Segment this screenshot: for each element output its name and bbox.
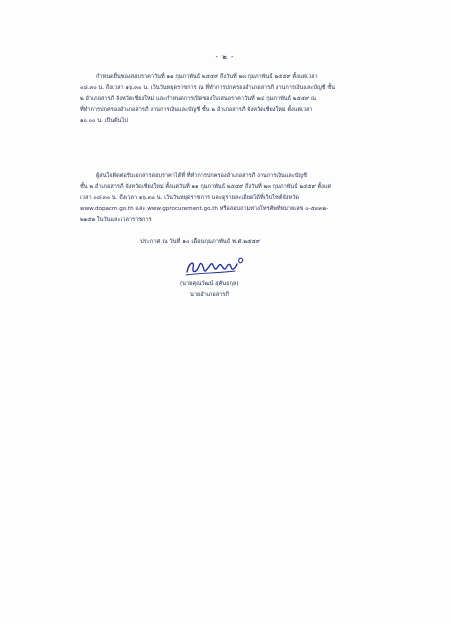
handwritten-signature bbox=[183, 252, 245, 280]
paragraph-line: ๒๑๕๒ ในวันและเวลาราชการ bbox=[80, 217, 152, 223]
paragraph-submission-schedule bbox=[80, 72, 398, 127]
signer-name: (นายคุณวัฒน์ สุคันธกุล) bbox=[180, 281, 239, 287]
signer-title: นายอำเภอสารภี bbox=[190, 292, 229, 298]
announcement-date: ประกาศ ณ วันที่ ๑๐ เดือนกุมภาพันธ์ พ.ศ.๒๕๕๙ bbox=[140, 239, 261, 245]
paragraph-line: กำหนดยื่นซองสอบราคาวันที่ ๑๑ กุมภาพันธ์ ๒๕๕๙ ถึงวันที่ ๒๓ กุมภาพันธ์ ๒๕๕๙ ตั้งแต่เวลา bbox=[96, 74, 318, 80]
paragraph-line: ๑๐.๐๐ น. เป็นต้นไป bbox=[80, 118, 128, 124]
paragraph-line: เวลา ๐๘.๓๐ น. ถึงเวลา ๑๖.๓๐ น. เว้นวันหยุดราชการ และดูรายละเอียดได้ที่เว็บไซต์จังหวัด bbox=[80, 195, 299, 201]
paragraph-line: ชั้น ๒ อำเภอสารภี จังหวัดเชียงใหม่ ตั้งแต่วันที่ ๑๑ กุมภาพันธ์ ๒๕๕๙ ถึงวันที่ ๒๓ กุมภาพันธ์ ๒๕๕๙ ตั้งแต่ bbox=[80, 184, 332, 190]
paragraph-line: ที่ทำการปกครองอำเภอสารภี งานการเงินและบัญชี ชั้น ๒ อำเภอสารภี จังหวัดเชียงใหม่ ตั้งแต่เวลา bbox=[80, 107, 313, 113]
paragraph-line: ผู้สนใจติดต่อรับเอกสารสอบราคาได้ที่ ที่ทำการปกครองอำเภอสารภี งานการเงินและบัญชี bbox=[96, 173, 307, 179]
paragraph-line: ๒ อำเภอสารภี จังหวัดเชียงใหม่ และกำหนดการเปิดซองใบเสนอราคาวันที่ ๒๔ กุมภาพันธ์ ๒๕๕๙ ณ bbox=[80, 96, 317, 102]
page-number: - ๒ - bbox=[215, 53, 235, 61]
paragraph-line: ๐๘.๓๐ น. ถึงเวลา ๑๖.๓๐ น. เว้นวันหยุดราชการ ณ ที่ทำการปกครองอำเภอสารภี งานการเงินและบัญชี ชั้น bbox=[80, 85, 335, 91]
paragraph-document-pickup bbox=[80, 171, 398, 226]
paragraph-line: www.dopacm.go.th และ www.gprocurement.go.th หรือสอบถามทางโทรศัพท์หมายเลข ๐-๕๓๓๒- bbox=[80, 206, 329, 212]
